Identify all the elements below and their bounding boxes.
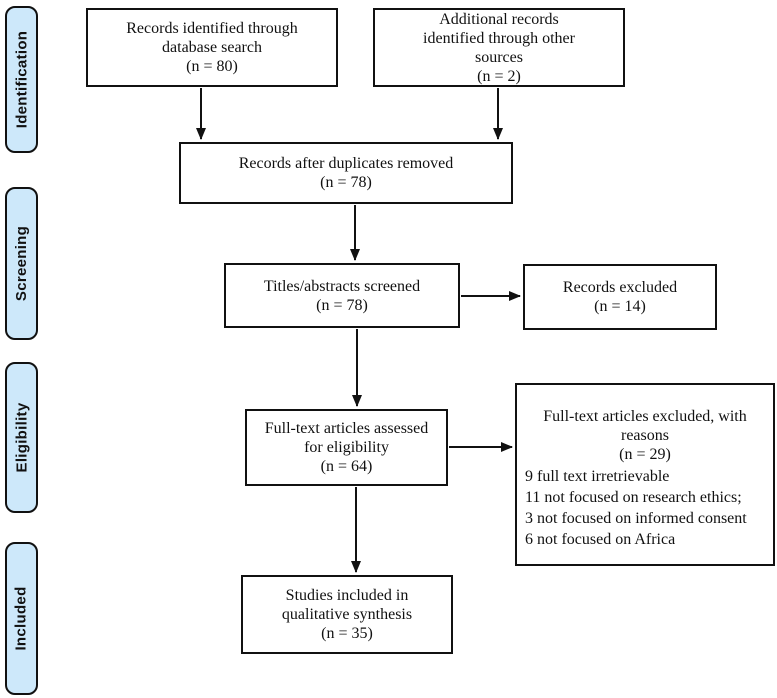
stage-label-eligibility-text: Eligibility [13,402,31,473]
box-text-line: (n = 2) [477,67,521,85]
box-text-line: (n = 14) [594,298,646,315]
stage-label-identification [5,6,38,153]
box-text-line: qualitative synthesis [281,606,413,623]
box-text-line: reasons [621,427,669,444]
box-text-line: Full-text articles excluded, with [543,408,747,425]
box-text-line: (n = 80) [186,58,238,75]
stage-label-screening-text: Screening [13,225,31,302]
box-text-line: Studies included in [285,587,409,604]
box-text-line: Full-text articles assessed [264,420,429,437]
box-text-line: Records excluded [562,279,678,296]
stage-label-screening [5,187,38,340]
stage-label-identification-text: Identification [13,30,31,129]
box-text-line: database search [162,39,262,56]
box-records-database-search [86,8,338,87]
box-fulltext-assessed [245,409,448,486]
exclusion-reason: 11 not focused on research ethics; [525,489,742,506]
box-text-line: (n = 78) [320,174,372,191]
exclusion-reason: 3 not focused on informed consent [525,510,747,527]
stage-label-included-text: Included [13,586,31,651]
box-additional-records [373,8,625,87]
box-studies-included [241,575,453,654]
box-records-excluded [523,264,717,330]
box-text-line: Titles/abstracts screened [263,277,421,295]
box-text-line: (n = 78) [316,296,368,314]
box-text-line: Additional records [439,10,559,28]
exclusion-reason: 9 full text irretrievable [525,468,670,485]
exclusion-reason-list [517,466,773,550]
box-text-line: Records after duplicates removed [238,155,454,172]
box-text-line: (n = 29) [619,446,671,463]
box-text-line: for eligibility [304,439,389,456]
stage-label-included [5,542,38,695]
box-duplicates-removed [179,142,513,204]
box-text-line: identified through other [423,29,575,47]
box-text-line: Records identified through [126,20,298,37]
box-text-line: (n = 64) [320,458,373,475]
box-text-line: sources [475,48,523,66]
exclusion-reason: 6 not focused on Africa [525,531,676,548]
box-text-line: (n = 35) [321,625,373,642]
box-fulltext-excluded [515,383,775,566]
stage-label-eligibility [5,362,38,513]
box-titles-abstracts-screened [224,263,460,328]
